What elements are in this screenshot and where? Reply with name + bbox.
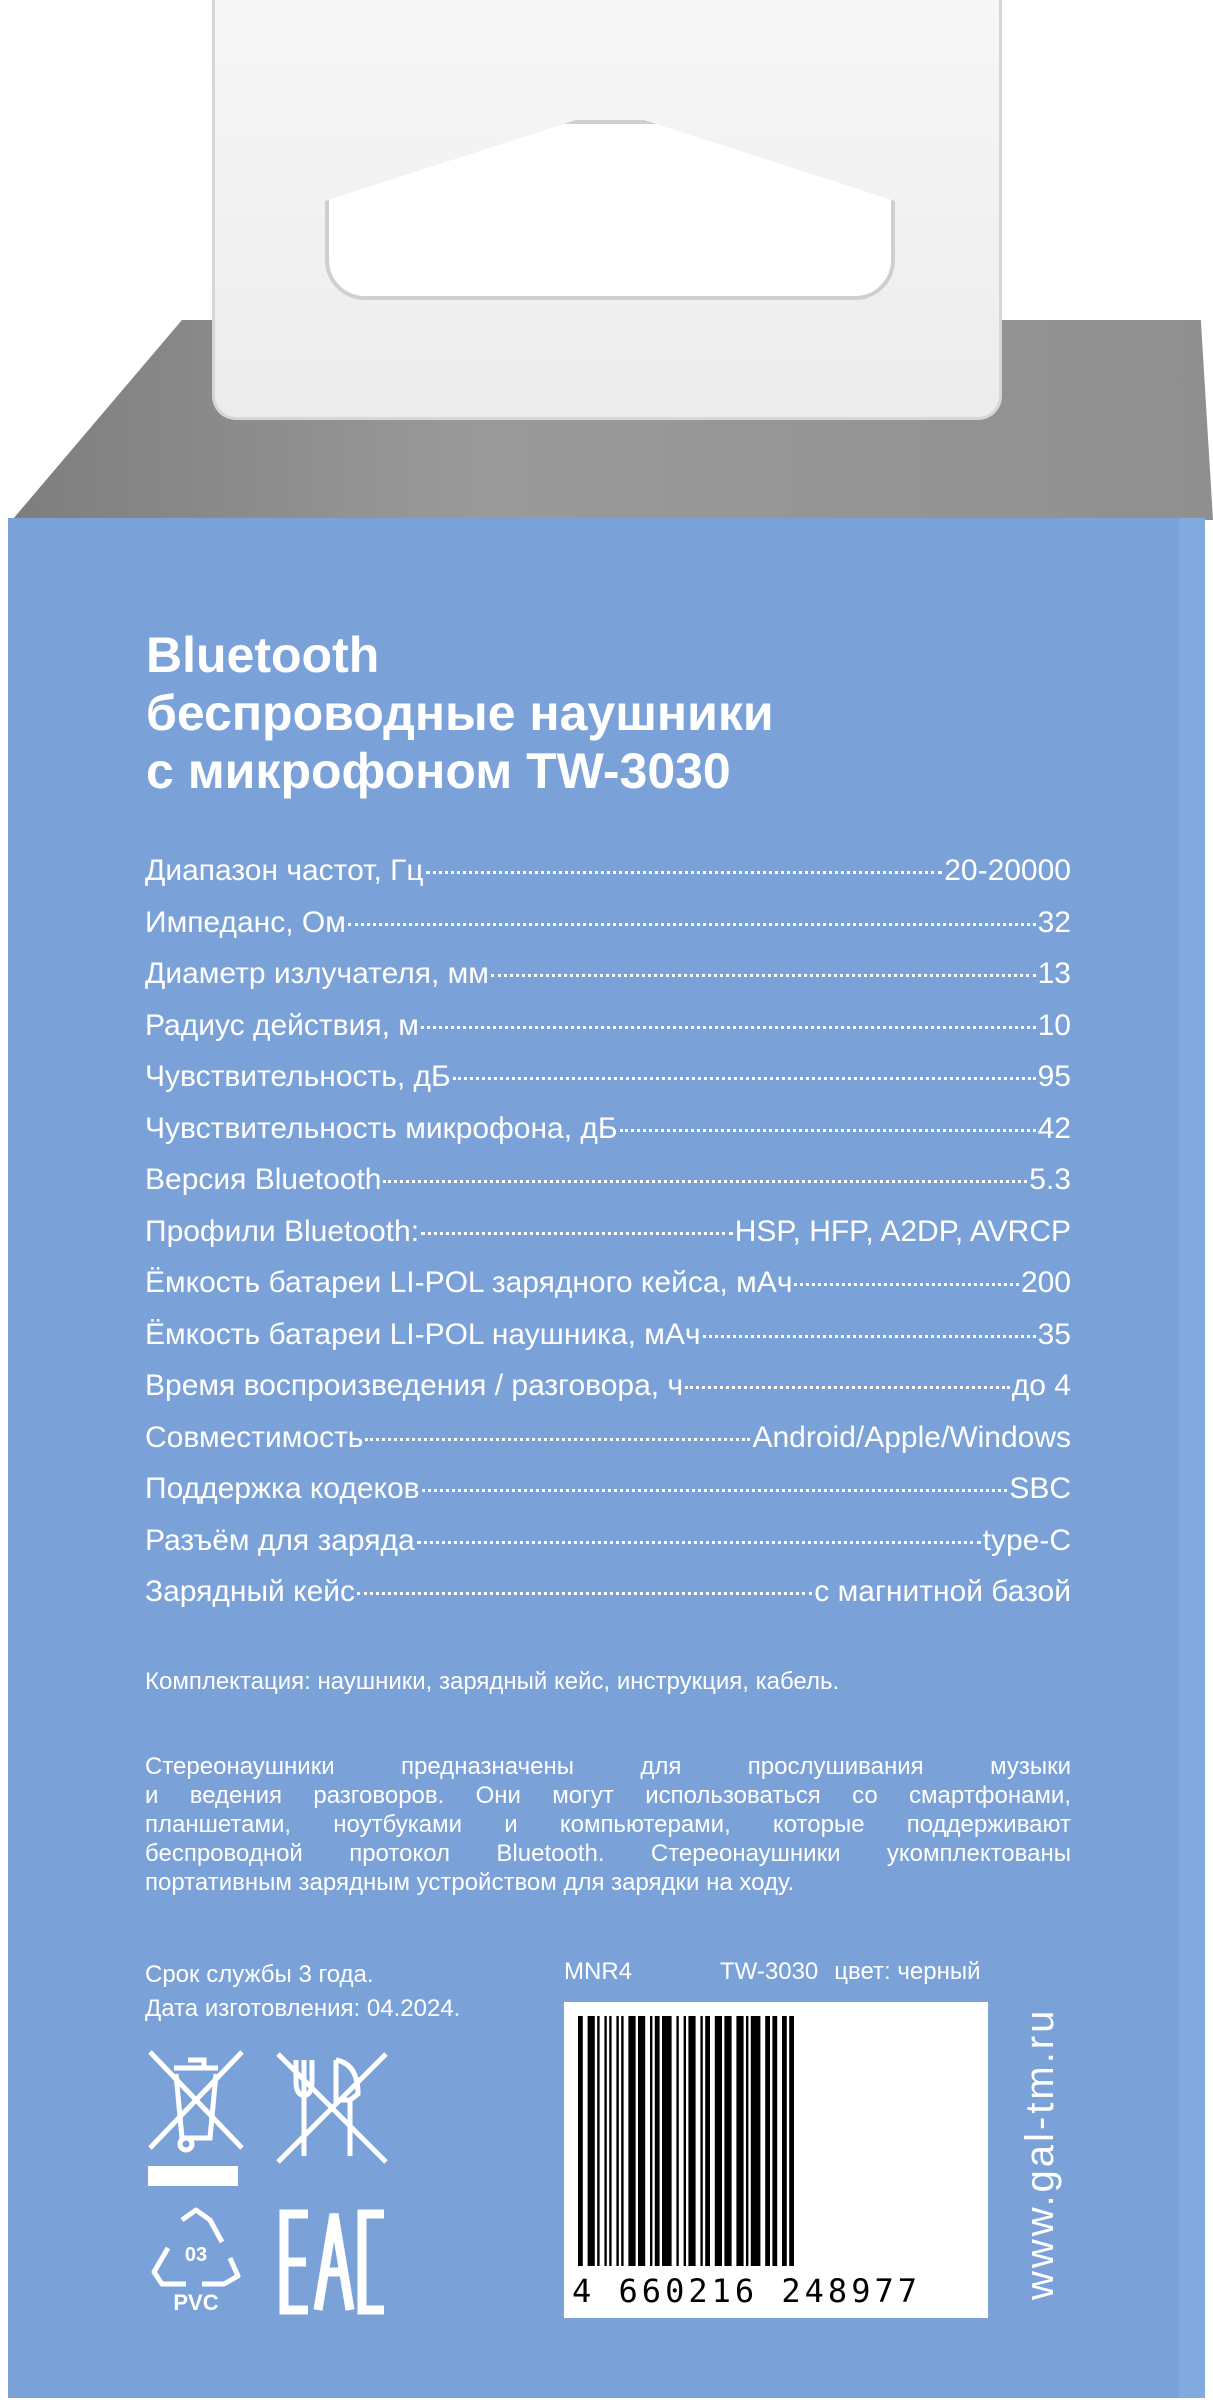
title-line-2: беспроводные наушники [146, 685, 774, 741]
spec-leader [794, 1283, 1018, 1286]
spec-row [145, 1575, 1071, 1627]
spec-label: Версия Bluetooth [145, 1163, 382, 1196]
service-life: Срок службы 3 года. [145, 1961, 374, 1988]
product-title [146, 626, 1046, 800]
barcode-number: 4 660216 248977 [572, 2272, 921, 2310]
spec-leader [365, 1438, 750, 1441]
article-code: MNR4 [564, 1958, 633, 1985]
description-line: планшетами, ноутбуками и компьютерами, которые поддерживают [145, 1811, 1071, 1838]
title-line-3: с микрофоном TW-3030 [146, 743, 731, 799]
spec-row [145, 1112, 1071, 1164]
panel-edge [1179, 518, 1205, 2398]
spec-label: Радиус действия, м [145, 1008, 419, 1042]
service-info [145, 1958, 565, 2026]
manufacture-date: Дата изготовления: 04.2024. [145, 1995, 461, 2022]
spec-value: с магнитной базой [814, 1575, 1071, 1608]
hanger-hole [325, 120, 895, 300]
spec-label: Зарядный кейс [145, 1575, 356, 1608]
spec-leader [491, 974, 1036, 977]
spec-row [145, 1009, 1071, 1061]
barcode-bar [578, 2016, 583, 2266]
spec-leader [620, 1129, 1036, 1132]
spec-label: Время воспроизведения / разговора, ч [145, 1369, 684, 1402]
spec-row [145, 854, 1071, 906]
spec-value: 5.3 [1029, 1163, 1071, 1196]
barcode-bar [724, 2016, 731, 2266]
barcode-bar [588, 2016, 595, 2266]
barcode-bar [655, 2016, 660, 2266]
spec-leader [417, 1541, 981, 1544]
spec-value: 35 [1037, 1317, 1071, 1351]
spec-value: 10 [1037, 1008, 1071, 1042]
spec-label: Диаметр излучателя, мм [145, 957, 489, 990]
spec-value: до 4 [1011, 1369, 1071, 1402]
barcode-bar [715, 2016, 722, 2266]
spec-row [145, 1524, 1071, 1576]
spec-row [145, 1163, 1071, 1215]
barcode-bar [676, 2016, 678, 2266]
barcode-bar [684, 2016, 686, 2266]
barcode-bar [650, 2016, 652, 2266]
spec-leader [453, 1077, 1036, 1080]
barcode-bars [564, 2002, 988, 2270]
spec-leader [348, 923, 1036, 926]
no-food-contact-icon [270, 2046, 394, 2170]
spec-leader [421, 1026, 1036, 1029]
weee-underbar [148, 2166, 238, 2186]
eac-mark-icon [278, 2208, 388, 2316]
spec-row [145, 1215, 1071, 1267]
spec-value: 200 [1020, 1266, 1071, 1299]
barcode-bar [662, 2016, 672, 2266]
spec-value: 13 [1037, 957, 1071, 990]
spec-leader [357, 1592, 812, 1595]
package-contents: Комплектация: наушники, зарядный кейс, инструкция, кабель. [145, 1668, 840, 1695]
barcode-bar [782, 2016, 787, 2266]
spec-row [145, 1266, 1071, 1318]
barcode-bar [751, 2016, 761, 2266]
recycle-pvc-icon [146, 2206, 246, 2316]
description-line: Стереонаушники предназначены для прослушивания музыки [145, 1753, 1071, 1780]
spec-leader [422, 1489, 1008, 1492]
barcode-bar [746, 2016, 748, 2266]
title-line-1: Bluetooth [146, 627, 380, 683]
barcode-bar [609, 2016, 611, 2266]
description-line: беспроводной протокол Bluetooth. Стереонаушники укомплектованы [145, 1840, 1071, 1867]
spec-row [145, 906, 1071, 958]
spec-row [145, 957, 1071, 1009]
spec-value: type-C [982, 1523, 1071, 1557]
spec-label: Совместимость [145, 1420, 364, 1454]
description-line: портативным зарядным устройством для зарядки на ходу. [145, 1869, 795, 1896]
barcode-bar [628, 2016, 635, 2266]
barcode-bar [604, 2016, 606, 2266]
color-text: цвет: черный [834, 1958, 981, 1985]
box-front-panel [8, 518, 1205, 2398]
model-code: TW-3030 [720, 1958, 819, 1985]
barcode-bar [765, 2016, 770, 2266]
barcode-bar [700, 2016, 702, 2266]
spec-leader [383, 1180, 1027, 1183]
description-line: и ведения разговоров. Они могут использоваться со смартфонами, [145, 1782, 1071, 1809]
spec-row [145, 1369, 1071, 1421]
spec-value: 95 [1037, 1060, 1071, 1093]
weee-bin-icon [144, 2046, 248, 2154]
spec-list [145, 854, 1071, 1627]
spec-label: Разъём для заряда [145, 1523, 415, 1557]
spec-leader [421, 1232, 733, 1235]
spec-value: 20-20000 [944, 854, 1071, 887]
barcode-bar [736, 2016, 743, 2266]
website-url[interactable]: www.gal-tm.ru [1018, 2007, 1062, 2300]
spec-label: Чувствительность микрофона, дБ [145, 1111, 618, 1145]
barcode-bar [616, 2016, 618, 2266]
spec-value: 32 [1037, 905, 1071, 939]
spec-leader [685, 1386, 1010, 1389]
barcode-bar [621, 2016, 623, 2266]
spec-value: SBC [1009, 1472, 1071, 1505]
spec-label: Импеданс, Ом [145, 905, 346, 939]
product-codes [564, 1958, 1084, 1986]
spec-label: Ёмкость батареи LI-POL зарядного кейса, мАч [145, 1266, 793, 1299]
recycle-code: 03 [184, 2244, 208, 2266]
barcode-bar [789, 2016, 794, 2266]
barcode-bar [688, 2016, 695, 2266]
barcode-bar [772, 2016, 777, 2266]
hanger-tab [212, 0, 1002, 420]
spec-leader [426, 871, 943, 874]
spec-label: Профили Bluetooth: [145, 1214, 420, 1248]
spec-label: Чувствительность, дБ [145, 1060, 451, 1093]
spec-row [145, 1060, 1071, 1112]
barcode-bar [597, 2016, 599, 2266]
spec-leader [703, 1335, 1036, 1338]
spec-label: Поддержка кодеков [145, 1472, 420, 1505]
barcode-bar [705, 2016, 710, 2266]
spec-label: Диапазон частот, Гц [145, 854, 424, 887]
spec-value: Android/Apple/Windows [752, 1420, 1071, 1454]
barcode [564, 2002, 988, 2318]
spec-label: Ёмкость батареи LI-POL наушника, мАч [145, 1317, 701, 1351]
spec-row [145, 1421, 1071, 1473]
spec-row [145, 1472, 1071, 1524]
spec-value: 42 [1037, 1111, 1071, 1145]
spec-row [145, 1318, 1071, 1370]
product-description [145, 1752, 1071, 1897]
spec-value: HSP, HFP, A2DP, AVRCP [734, 1214, 1071, 1248]
barcode-bar [638, 2016, 645, 2266]
recycle-material: PVC [173, 2290, 219, 2315]
